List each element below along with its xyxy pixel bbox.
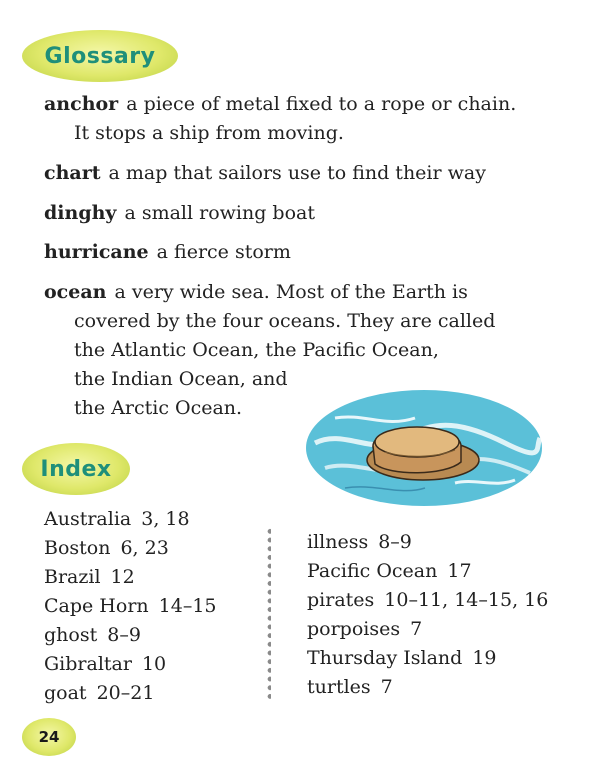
index-entry: [44, 592, 217, 621]
glossary-definition: a fierce storm: [156, 241, 291, 263]
glossary-term: anchor: [44, 93, 119, 115]
glossary-definition: a map that sailors use to find their way: [108, 162, 486, 184]
index-entry: [44, 650, 217, 679]
glossary-entry-dinghy: [44, 199, 564, 228]
index-heading-badge: [22, 443, 130, 495]
glossary-definition-line: covered by the four oceans. They are called: [74, 310, 496, 332]
index-term: Boston: [44, 537, 111, 559]
column-divider-dots: [267, 527, 271, 702]
glossary-entry-hurricane: [44, 238, 564, 267]
index-term: Australia: [44, 508, 132, 530]
glossary-term: ocean: [44, 281, 107, 303]
index-pages: 8–9: [107, 624, 141, 646]
glossary-definition-line: It stops a ship from moving.: [74, 122, 344, 144]
index-pages: 7: [380, 676, 393, 698]
index-heading: Index: [40, 456, 112, 482]
index-pages: 3, 18: [141, 508, 190, 530]
index-term: Brazil: [44, 566, 101, 588]
glossary-heading-badge: [22, 30, 178, 82]
index-pages: 10–11, 14–15, 16: [384, 589, 549, 611]
page-number: 24: [22, 718, 76, 756]
index-pages: 14–15: [158, 595, 217, 617]
index-entry: [44, 679, 217, 708]
glossary-definition: a piece of metal fixed to a rope or chain.: [126, 93, 517, 115]
index-entry: [44, 563, 217, 592]
index-pages: 7: [410, 618, 423, 640]
index-entry: [44, 534, 217, 563]
index-entry: [307, 528, 548, 557]
index-pages: 20–21: [96, 682, 155, 704]
index-pages: 12: [110, 566, 135, 588]
glossary-entry-anchor: [44, 90, 564, 148]
index-entry: [44, 621, 217, 650]
index-term: ghost: [44, 624, 98, 646]
index-entry: [307, 586, 548, 615]
index-entry: [307, 615, 548, 644]
glossary-heading: Glossary: [44, 43, 156, 69]
glossary-definition-line: the Arctic Ocean.: [74, 397, 243, 419]
index-term: porpoises: [307, 618, 401, 640]
index-entry: [307, 644, 548, 673]
index-term: goat: [44, 682, 87, 704]
index-term: pirates: [307, 589, 375, 611]
glossary-term: dinghy: [44, 202, 117, 224]
index-entry: [307, 557, 548, 586]
index-pages: 6, 23: [120, 537, 169, 559]
index-pages: 19: [472, 647, 497, 669]
hat-floating-on-water-icon: [305, 388, 543, 508]
index-column-right: [307, 528, 548, 702]
index-pages: 8–9: [378, 531, 412, 553]
index-column-left: [44, 505, 217, 708]
index-term: Pacific Ocean: [307, 560, 438, 582]
index-term: Cape Horn: [44, 595, 149, 617]
glossary-definition-line: the Atlantic Ocean, the Pacific Ocean,: [74, 339, 439, 361]
index-entry: [44, 505, 217, 534]
glossary-definition: a small rowing boat: [124, 202, 315, 224]
glossary-definition-line: the Indian Ocean, and: [74, 368, 288, 390]
index-entry: [307, 673, 548, 702]
index-term: illness: [307, 531, 369, 553]
glossary-term: hurricane: [44, 241, 149, 263]
index-pages: 17: [447, 560, 472, 582]
glossary-definition: a very wide sea. Most of the Earth is: [114, 281, 468, 303]
index-term: turtles: [307, 676, 371, 698]
index-term: Thursday Island: [307, 647, 463, 669]
index-term: Gibraltar: [44, 653, 132, 675]
glossary-entry-chart: [44, 159, 564, 188]
index-pages: 10: [141, 653, 167, 675]
glossary-term: chart: [44, 162, 101, 184]
